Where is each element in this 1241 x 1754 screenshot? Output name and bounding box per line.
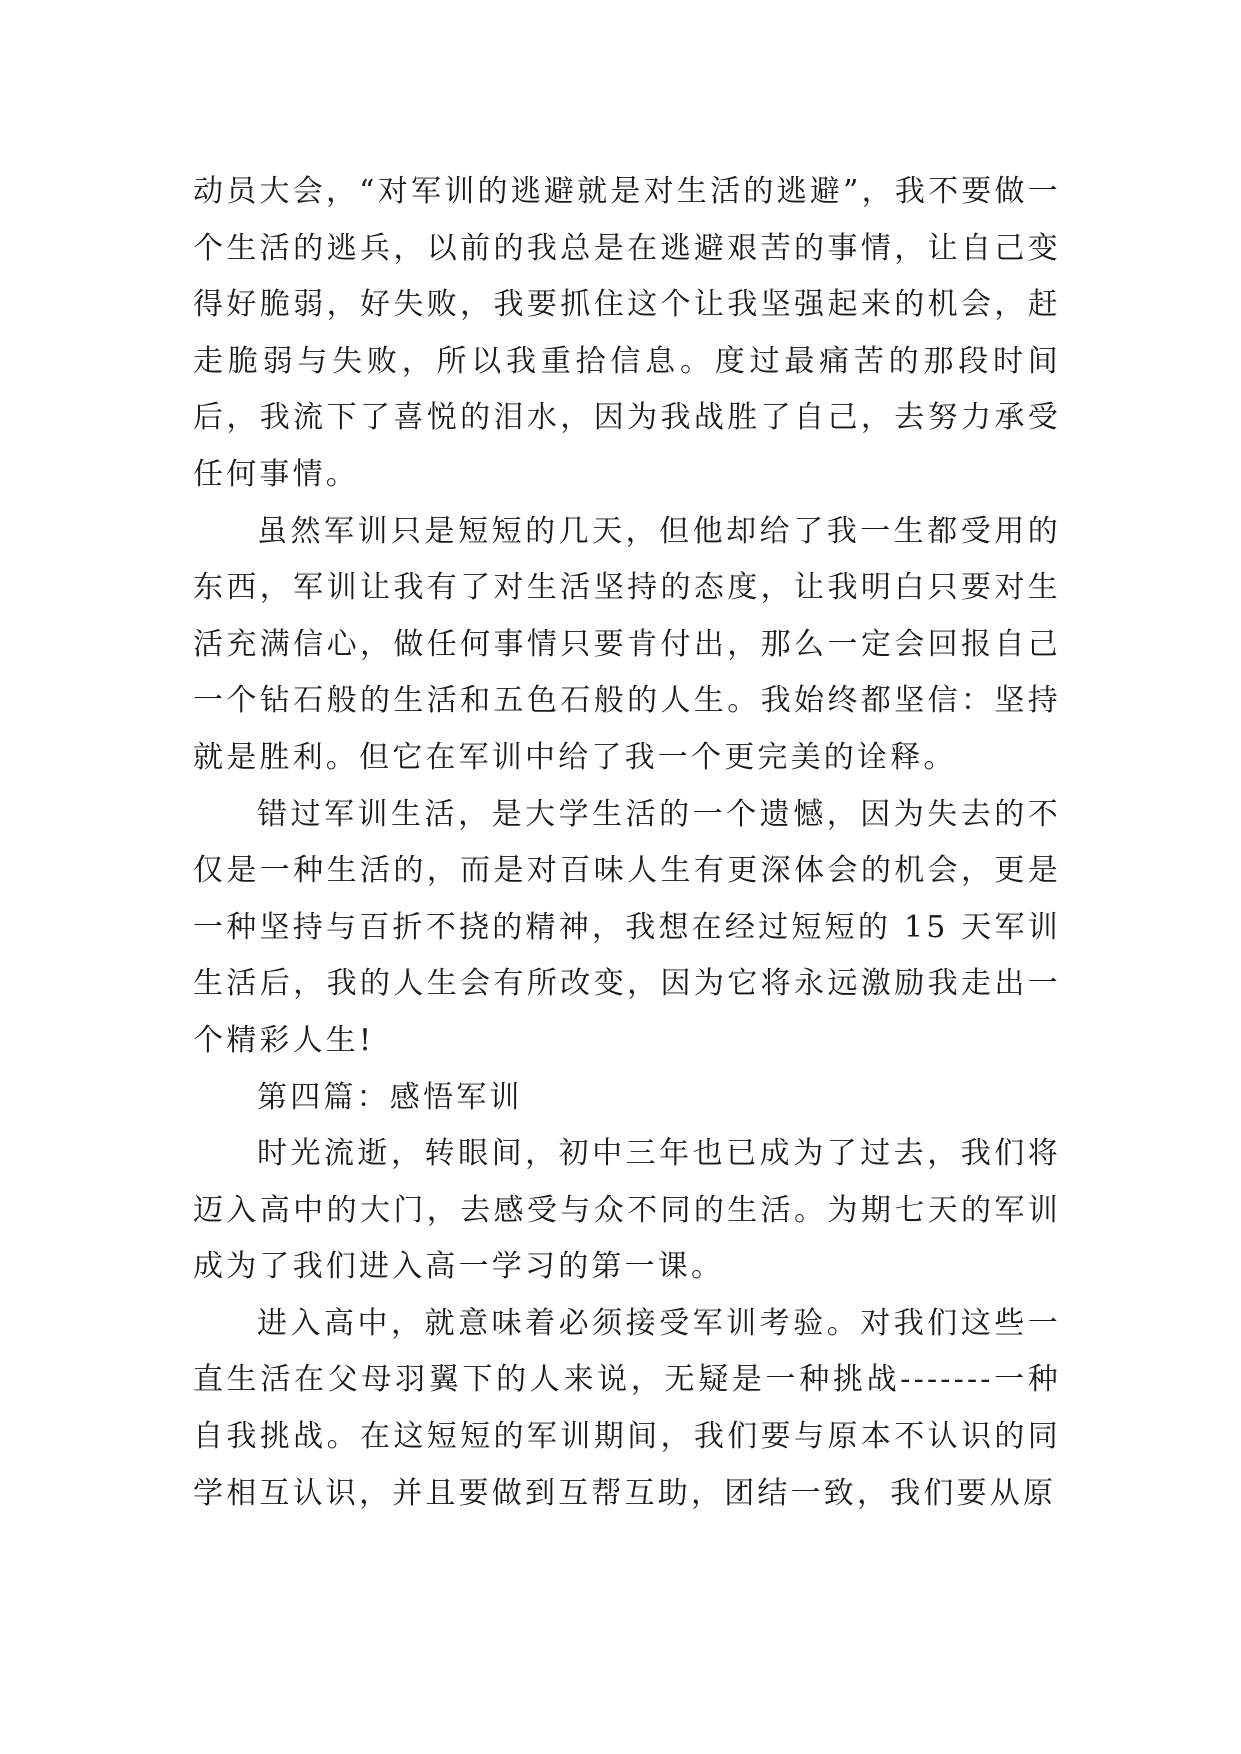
- paragraph-1: 动员大会，“对军训的逃避就是对生活的逃避”，我不要做一个生活的逃兵，以前的我总是在逃避艰苦的事情，让自己变得好脆弱，好失败，我要抓住这个让我坚强起来的机会，赶走脆弱与失败，所以我重拾信息。度过最痛苦的那段时间后，我流下了喜悦的泪水，因为我战胜了自己，去努力承受任何事情。: [193, 174, 1061, 492]
- paragraph-3: 错过军训生活，是大学生活的一个遗憾，因为失去的不仅是一种生活的，而是对百味人生有更深体会的机会，更是一种坚持与百折不挠的精神，我想在经过短短的 15 天军训生活后，我的人生会有所改变，因为它将永远激励我走出一个精彩人生!: [193, 796, 1061, 1058]
- paragraph-4: 时光流逝，转眼间，初中三年也已成为了过去，我们将迈入高中的大门，去感受与众不同的生活。为期七天的军训成为了我们进入高一学习的第一课。: [193, 1136, 1061, 1285]
- section-heading: 第四篇：感悟军训: [257, 1079, 523, 1115]
- paragraph-2: 虽然军训只是短短的几天，但他却给了我一生都受用的东西，军训让我有了对生活坚持的态度，让我明白只要对生活充满信心，做任何事情只要肯付出，那么一定会回报自己一个钻石般的生活和五色石般的人生。我始终都坚信：坚持就是胜利。但它在军训中给了我一个更完美的诠释。: [193, 513, 1061, 775]
- body-text: [193, 164, 1061, 1522]
- paragraph-5: 进入高中，就意味着必须接受军训考验。对我们这些一直生活在父母羽翼下的人来说，无疑是一种挑战-------一种自我挑战。在这短短的军训期间，我们要与原本不认识的同学相互认识，并且要做到互帮互助，团结一致，我们要从原: [193, 1305, 1061, 1511]
